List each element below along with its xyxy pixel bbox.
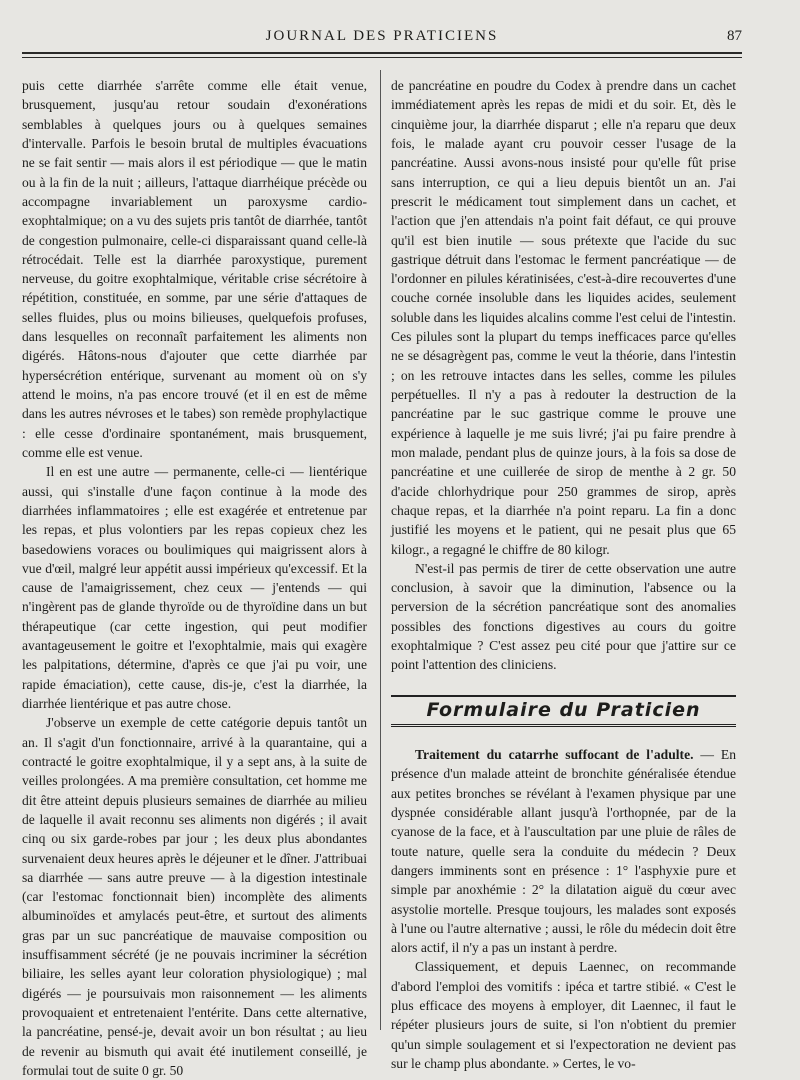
paragraph-subheading: Traitement du catarrhe suffocant de l'adulte. [415,747,694,762]
page-header [22,28,742,50]
paragraph: de pancréatine en poudre du Codex à prendre dans un cachet immédiatement après les repas de midi et du soir. Et, dès le cinquième jour, la diarrhée disparut ; elle n'a reparu que deux fois, le malade ayant cru pouvoir cesser l'usage de la pancréatine. Aussi avons-nous insisté pour qu'elle fût prise sans interruption, ce qui a lieu depuis bientôt un an. J'ai prescrit le médicament tout simplement dans un cachet, et l'action que j'en attendais n'a point fait défaut, ce qui prouve qu'il est bien inutile — sous prétexte que l'acide du suc gastrique détruit dans l'estomac le ferment pancréatique — de l'ordonner en pilules kératinisées, c'est-à-dire recouvertes d'une couche cornée insoluble dans les liquides acides, seulement soluble dans les liquides alcalins comme l'est celui de l'intestin. Ces pilules sont la plupart du temps inefficaces parce qu'elles ne se désagrègent pas, comme le veut la théorie, dans l'intestin ; on les retrouve intactes dans les selles, comme les pilules perpétuelles. Il n'y a pas à redouter la destruction de la pancréatine par le suc gastrique comme le prouve une expérience à laquelle je me suis livré; j'ai pu faire prendre à mon malade, pendant plus de quinze jours, à la fois sa dose de pancréatine et une cuillerée de sirop de menthe à 2 gr. 50 d'acide chlorhydrique pour 250 grammes de sirop, après chaque repas, et la diarrhée n'a point reparu. La fin a donc justifié les moyens et le patient, qui ne pesait plus que 65 kilogr., a regagné le chiffre de 80 kilogr. [391,78,736,557]
right-column [391,76,736,1073]
paragraph: J'observe un exemple de cette catégorie depuis tantôt un an. Il s'agit d'un fonctionnaire, arrivé à la quarantaine, qui a contracté le goitre exophtalmique, il y a sept ans, à la suite de veilles prolongées. A ma première consultation, cet homme me dit être atteint depuis plusieurs semaines de diarrhée au milieu de laquelle il avait reconnu ses aliments non digérés ; il avait cinq ou six garde-robes par jour ; les deux plus abondantes survenaient deux heures après le déjeuner et le dîner. J'attribuai sa diarrhée — sans autre preuve — à la digestion intestinale (car l'estomac fonctionnait bien) incomplète des aliments albuminoïdes et amylacés peut-être, et surtout des aliments gras par un suc pancréatique de mauvaise composition ou insuffisamment sécrété (je ne pouvais incriminer la sécrétion biliaire, les selles ayant leur coloration physiologique) ; mal digérés — je poursuivais mon raisonnement — les aliments provoquaient et entretenaient l'entérite. Dans cette alternative, la pancréatine, pensé-je, devait avoir un bon résultat ; au lieu de revenir au bismuth qui avait été inutilement conseillé, je formulai tout de suite 0 gr. 50 [22,715,367,1078]
section-title: Formulaire du Praticien [391,695,736,727]
column-divider [380,70,381,1030]
running-title: JOURNAL DES PRATICIENS [265,28,499,44]
section-header [391,695,736,727]
paragraph [391,745,736,957]
left-column [22,76,367,1080]
paragraph: N'est-il pas permis de tirer de cette observation une autre conclusion, à savoir que la diminution, l'absence ou la perversion de la sécrétion pancréatique sont des anomalies possibles des fonctions digestives au cours du goitre exophtalmique ? C'est assez peu cité pour que j'attire sur ce point l'attention des cliniciens. [391,560,736,673]
paragraph: Il en est une autre — permanente, celle-ci — lientérique aussi, qui s'installe d'une façon continue à la mode des diarrhées inflammatoires ; elle est exagérée et entretenue par les repas, et plus volontiers par les repas copieux chez les basedowiens voraces ou boulimiques qui maigrissent alors à vue d'œil, malgré leur appétit aussi impérieux qu'excessif. Et la cause de l'amaigrissement, chez ceux — j'entends — qui n'ingèrent pas de glande thyroïde ou de thyroïdine dans un but thérapeutique (car cette ingestion, qui peut modifier avantageusement le goitre et l'exophtalmie, mais qui exagère les palpitations, détermine, d'après ce que j'ai pu voir, une rapide émaciation), cette cause, dis-je, c'est la diarrhée, la diarrhée lientérique et pas autre chose. [22,464,367,711]
header-rule [22,52,742,58]
paragraph: puis cette diarrhée s'arrête comme elle était venue, brusquement, jusqu'au retour soudain d'exonérations semblables à quelques jours ou à quelques semaines d'intervalle. Parfois le besoin brutal de multiples évacuations ne se fait sentir — mais alors il est périodique — que le matin ou à la fin de la nuit ; ailleurs, l'attaque diarrhéique précède ou accompagne invariablement un paroxysme cardio-exophtalmique; on a vu des sujets pris tantôt de diarrhée, tantôt de congestion pulmonaire, celle-ci disparaissant quand celle-là rétrocédait. Telle est la diarrhée paroxystique, purement nerveuse, du goitre exophtalmique, véritable crise sécrétoire à répétition, constituée, en somme, par une série d'attaques de selles fluides, plus ou moins bilieuses, quelquefois profuses, dans lesquelles on reconnaît parfaitement les aliments non digérés. Hâtons-nous d'ajouter que cette diarrhée par hypersécrétion entérique, survenant au moment où on s'y attend le moins, n'a pas encore trouvé (et il en est de même dans les autres névroses et le tabes) son remède prophylactique : elle cesse d'ordinaire spontanément, mais brusquement, comme elle est venue. [22,78,367,460]
paragraph: Classiquement, et depuis Laennec, on recommande d'abord l'emploi des vomitifs : ipéca et tartre stibié. « C'est le plus efficace des moyens à employer, dit Laennec, il faut le répéter plusieurs jours de suite, si l'on n'obtient du premier qu'un simple soulagement et si l'expectoration ne devient pas sur le champ plus abondante. » Certes, le vo- [391,959,736,1071]
page-number: 87 [727,28,742,44]
paragraph-text: — En présence d'un malade atteint de bronchite généralisée étendue aux petites bronches se révélant à l'examen physique par une dyspnée considérable allant jusqu'à l'orthopnée, par de la cyanose de la face, et à l'auscultation par une pluie de râles de toute nature, quelle sera la conduite du médecin ? Deux dangers imminents sont en présence : 1° l'asphyxie pure et simple par anoxhémie : 2° la dilatation aiguë du cœur avec asystolie mortelle. Presque toujours, les malades sont exposés à l'une ou l'autre alternative ; aussi, le rôle du médecin doit être alors actif, il n'y a pas un instant à perdre. [391,747,737,956]
